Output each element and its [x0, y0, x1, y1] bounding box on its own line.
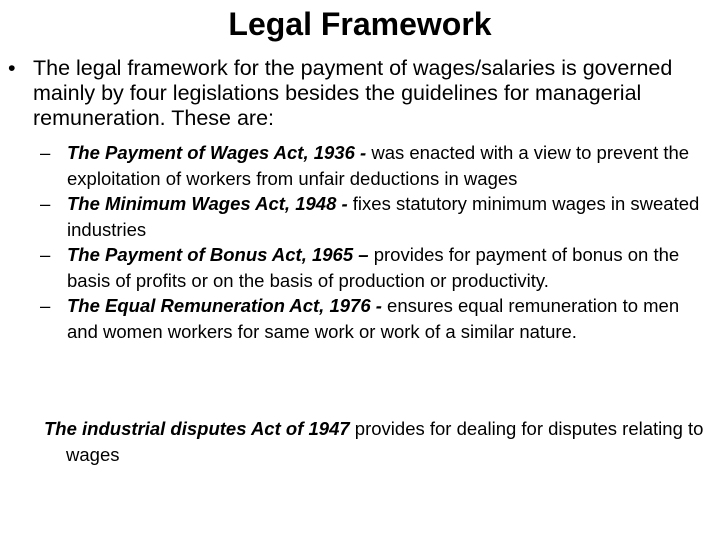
bullet-marker: • — [8, 56, 16, 80]
dash-marker: – — [40, 193, 51, 214]
slide-title: Legal Framework — [228, 6, 492, 42]
act-name: The industrial disputes Act of 1947 — [44, 418, 350, 439]
industrial-disputes-note — [44, 416, 720, 467]
list-item — [40, 293, 712, 344]
legislation-list — [40, 140, 712, 344]
list-item — [40, 191, 712, 242]
list-item — [40, 140, 712, 191]
list-item — [40, 242, 712, 293]
main-bullet — [8, 56, 698, 131]
dash-marker: – — [40, 244, 51, 265]
act-description: fixes statutory minimum wages in sweated industries — [67, 193, 700, 240]
act-description: provides for dealing for disputes relating to wages — [66, 418, 704, 465]
act-description: provides for payment of bonus on the basis of profits or on the basis of production or productivity. — [67, 244, 680, 291]
act-name: The Equal Remuneration Act, 1976 - — [67, 295, 382, 316]
dash-marker: – — [40, 295, 51, 316]
act-name: The Minimum Wages Act, 1948 - — [67, 193, 348, 214]
act-description: was enacted with a view to prevent the exploitation of workers from unfair deductions in wages — [67, 142, 690, 189]
act-name: The Payment of Wages Act, 1936 - — [67, 142, 367, 163]
act-description: ensures equal remuneration to men and women workers for same work or work of a similar nature. — [67, 295, 680, 342]
main-bullet-text: The legal framework for the payment of wages/salaries is governed mainly by four legislations besides the guidelines for managerial remuneration. These are: — [33, 56, 673, 130]
dash-marker: – — [40, 142, 51, 163]
act-name: The Payment of Bonus Act, 1965 – — [67, 244, 369, 265]
